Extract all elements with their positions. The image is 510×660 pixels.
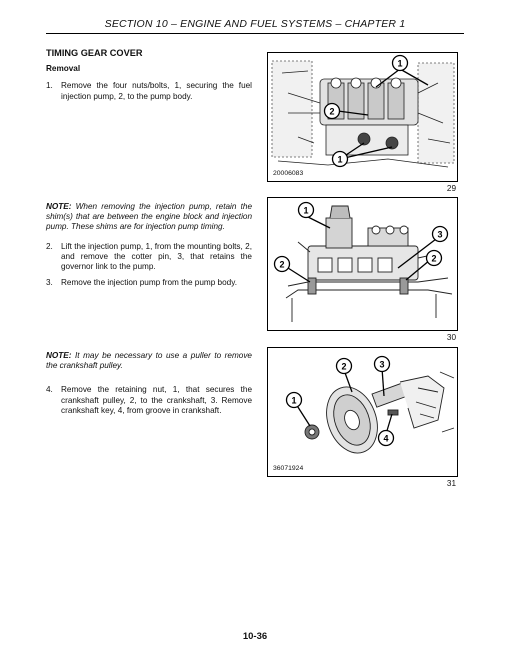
text-block-1 bbox=[46, 48, 252, 108]
note-shims bbox=[46, 202, 252, 233]
section-title: TIMING GEAR COVER bbox=[46, 48, 143, 58]
figure-code: 36071924 bbox=[273, 465, 304, 472]
figure-31-crankshaft-pulley bbox=[267, 347, 458, 477]
callout-2: 3 bbox=[437, 229, 443, 240]
callout-2: 3 bbox=[379, 359, 385, 370]
page-number: 10-36 bbox=[242, 631, 268, 642]
figure-number-29: 29 bbox=[446, 184, 456, 193]
note-text: It may be necessary to use a puller to remove the crankshaft pulley. bbox=[46, 351, 252, 371]
step-1 bbox=[46, 81, 252, 101]
callout-1: 1 bbox=[303, 205, 309, 216]
step-text: Remove the injection pump from the pump body. bbox=[61, 278, 237, 288]
note-puller bbox=[46, 351, 252, 371]
text-block-2 bbox=[46, 202, 252, 294]
step-2 bbox=[46, 242, 252, 273]
note-label: NOTE: bbox=[46, 202, 72, 211]
step-number: 1. bbox=[46, 81, 53, 91]
header-divider bbox=[46, 33, 464, 34]
callout-3: 1 bbox=[291, 395, 297, 406]
callout-3: 1 bbox=[337, 154, 343, 165]
step-text: Remove the four nuts/bolts, 1, securing the fuel injection pump, 2, to the pump body. bbox=[61, 81, 252, 101]
injection-pump-illustration bbox=[268, 198, 457, 330]
callout-3: 2 bbox=[279, 259, 285, 270]
crankshaft-pulley-illustration bbox=[268, 348, 457, 476]
note-text: When removing the injection pump, retain the shim(s) that are between the engine block and injection pump. These shims are for injection pump timing. bbox=[46, 202, 252, 232]
section-subtitle: Removal bbox=[46, 64, 81, 74]
figure-code: 20006083 bbox=[273, 170, 304, 177]
callout-1: 1 bbox=[397, 58, 403, 69]
step-number: 4. bbox=[46, 385, 53, 395]
callout-4: 4 bbox=[383, 433, 389, 444]
figure-number-31: 31 bbox=[446, 479, 456, 488]
step-number: 2. bbox=[46, 241, 53, 251]
figure-number-30: 30 bbox=[446, 333, 456, 342]
figure-30-injection-pump-lift bbox=[267, 197, 458, 331]
step-number: 3. bbox=[46, 278, 53, 288]
section-header: SECTION 10 – ENGINE AND FUEL SYSTEMS – CHAPTER 1 bbox=[104, 18, 406, 30]
note-label: NOTE: bbox=[46, 351, 72, 360]
callout-4: 2 bbox=[431, 253, 437, 264]
step-text: Remove the retaining nut, 1, that secures the crankshaft pulley, 2, to the crankshaft, 3. Remove crankshaft key, 4, from groove in crankshaft. bbox=[61, 385, 252, 415]
text-block-3 bbox=[46, 351, 252, 422]
engine-illustration bbox=[268, 53, 457, 181]
step-4 bbox=[46, 385, 252, 416]
callout-2: 2 bbox=[329, 106, 335, 117]
callout-1: 2 bbox=[341, 361, 347, 372]
step-3 bbox=[46, 278, 252, 288]
step-text: Lift the injection pump, 1, from the mounting bolts, 2, and remove the cotter pin, 3, that retains the governor link to the pump. bbox=[61, 241, 252, 272]
figure-29-injection-pump-nuts bbox=[267, 52, 458, 182]
